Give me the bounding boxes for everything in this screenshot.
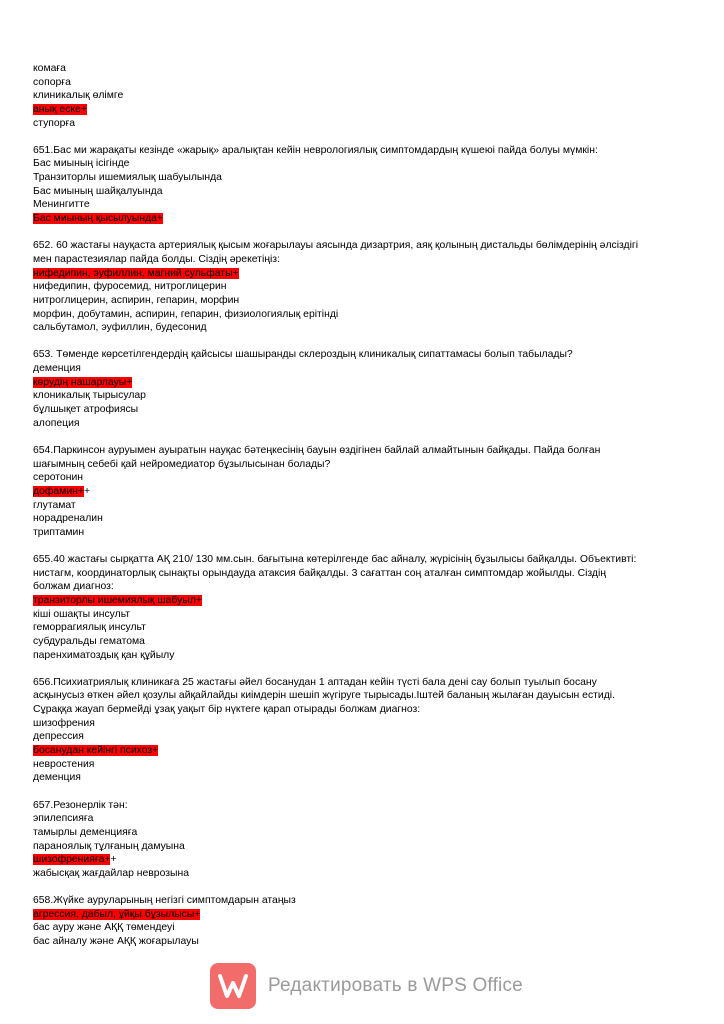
question-block <box>33 444 693 539</box>
option-line <box>33 471 693 485</box>
option-line <box>33 840 693 854</box>
option-line <box>33 294 693 308</box>
option-line-correct <box>33 212 693 226</box>
option-text: норадреналин <box>33 513 103 525</box>
option-line <box>33 321 693 335</box>
option-text: нифедипин, фуросемид, нитроглицерин <box>33 281 227 293</box>
question-text: 654.Паркинсон ауруымен ауыратын науқас бәтеңкесінің бауын өздігінен байлай алмайтынын байқады. Пайда болған <box>33 444 601 456</box>
option-text: транзиторлы ишемиялық шабуыл+ <box>33 594 202 606</box>
question-block <box>33 144 693 226</box>
option-line <box>33 157 693 171</box>
option-line <box>33 403 693 417</box>
option-line <box>33 185 693 199</box>
option-line: ступорға <box>33 117 76 129</box>
option-line <box>33 512 693 526</box>
option-text: алопеция <box>33 417 80 429</box>
option-line <box>33 758 693 772</box>
option-text: Бас миының қысылуында+ <box>33 213 163 225</box>
option-line: сопорға <box>33 76 71 88</box>
option-text: депрессия <box>33 731 84 743</box>
option-text: жабысқақ жағдайлар неврозына <box>33 867 190 879</box>
question-text: 652. 60 жастағы науқаста артериялық қысым жоғарылауы аясында дизартрия, аяқ қолының дистальды бөлімдерінің әлсіздігі <box>33 240 639 252</box>
option-text: геморрагиялық инсульт <box>33 622 146 634</box>
option-text: невростения <box>33 758 95 770</box>
option-text: параноялық тұлғаның дамуына <box>33 840 185 852</box>
option-line <box>33 198 693 212</box>
option-text: бұлшықет атрофиясы <box>33 404 139 416</box>
option-text: көрудің нашарлауы+ <box>33 376 133 388</box>
option-line-correct <box>33 744 693 758</box>
option-text: кіші ошақты инсульт <box>33 608 131 620</box>
option-text: нифедипин, эуфиллин, магний сульфаты+ <box>33 267 239 279</box>
option-line <box>33 621 693 635</box>
question-text: 658.Жүйке ауруларының негізгі симптомдарын атаңыз <box>33 895 296 907</box>
document-page <box>33 62 693 962</box>
option-text: агрессия, дабыл, ұйқы бұзылысы+ <box>33 908 201 920</box>
option-line-correct <box>33 376 693 390</box>
option-line <box>33 635 693 649</box>
option-line <box>33 362 693 376</box>
question-text: мен парастезиялар пайда болды. Сіздің әрекетіңіз: <box>33 253 280 265</box>
option-line <box>33 308 693 322</box>
question-text: шағымның себебі қай нейромедиатор бұзылысынан болады? <box>33 458 331 470</box>
option-line <box>33 826 693 840</box>
option-line: комаға <box>33 63 66 74</box>
option-text: деменция <box>33 363 81 375</box>
option-text: дофамин+ <box>33 485 84 497</box>
question-text: 657.Резонерлік тән: <box>33 799 128 811</box>
question-block <box>33 553 693 662</box>
option-text: триптамин <box>33 526 85 538</box>
option-text: субдуральды гематома <box>33 635 145 647</box>
wps-edit-banner[interactable] <box>210 962 550 1010</box>
option-text: Менингитте <box>33 199 90 211</box>
option-line-correct: анық еске+ <box>33 103 87 115</box>
option-line-correct <box>33 594 693 608</box>
question-block <box>33 348 693 430</box>
question-text: 653. Төменде көрсетілгендердің қайсысы шашыранды склероздың клиникалық сипаттамасы болып табылады? <box>33 349 573 361</box>
question-text: 651.Бас ми жарақаты кезінде «жарық» аралықтан кейін неврологиялық симптомдардың күшеюі пайда болуы мүмкін: <box>33 144 598 156</box>
option-line <box>33 867 693 881</box>
option-text: глутамат <box>33 499 76 511</box>
option-line-correct <box>33 908 693 922</box>
option-text: деменция <box>33 772 81 784</box>
question-text: Сұраққа жауап бермейді ұзақ уақыт бір нүктеге қарап отырады болжам диагноз: <box>33 704 421 716</box>
question-block <box>33 239 693 334</box>
option-line-correct <box>33 267 693 281</box>
option-suffix: + <box>110 854 117 866</box>
option-line <box>33 649 693 663</box>
option-text: сальбутамол, эуфиллин, будесонид <box>33 322 207 334</box>
question-text: асқынусыз өткен әйел қозулы айқайлайды киімдерін шешіп жүгіруге тырысады.Іштей баланың жылаған дауысын естиді. <box>33 690 615 702</box>
question-list <box>33 144 693 949</box>
option-line <box>33 526 693 540</box>
option-text: босанудан кейінгі психоз+ <box>33 745 159 757</box>
option-text: эпилепсияға <box>33 813 94 825</box>
option-line <box>33 389 693 403</box>
option-line <box>33 771 693 785</box>
option-line <box>33 935 693 949</box>
option-line-correct <box>33 853 693 867</box>
question-block <box>33 799 693 881</box>
top-option-list <box>33 62 693 130</box>
option-suffix: + <box>83 485 91 497</box>
option-text: морфин, добутамин, аспирин, гепарин, физиологиялық ерітінді <box>33 308 339 320</box>
question-text: нистагм, координаторлық сынақты орындауда атаксия байқалды. 3 сағаттан соң аталған симптомдар жойылды. Сіздің <box>33 567 607 579</box>
option-text: бас айналу және АҚҚ жоғарылауы <box>33 936 199 947</box>
option-line-correct <box>33 485 693 499</box>
option-text: шизофренияға+ <box>33 854 111 866</box>
question-text: болжам диагноз: <box>33 581 114 593</box>
option-line <box>33 717 693 731</box>
option-line <box>33 499 693 513</box>
option-text: паренхиматоздық қан құйылу <box>33 649 175 661</box>
option-text: нитроглицерин, аспирин, гепарин, морфин <box>33 294 240 306</box>
option-line <box>33 417 693 431</box>
option-text: тамырлы деменцияға <box>33 826 138 838</box>
option-line <box>33 730 693 744</box>
question-block <box>33 676 693 785</box>
question-block <box>33 894 693 949</box>
option-line <box>33 812 693 826</box>
option-line <box>33 921 693 935</box>
option-text: шизофрения <box>33 717 95 729</box>
option-line <box>33 171 693 185</box>
option-line <box>33 280 693 294</box>
option-line: клиникалық өлімге <box>33 90 124 102</box>
option-text: Бас миының шайқалуында <box>33 185 163 197</box>
option-text: Транзиторлы ишемиялық шабуылында <box>33 172 222 184</box>
option-text: клоникалық тырысулар <box>33 390 146 402</box>
question-text: 655.40 жастағы сырқатта АҚ 210/ 130 мм.сын. бағытына көтерілгенде бас айналу, жүрісінің бұзылысы байқалды. Объективті: <box>33 554 637 566</box>
option-text: Бас миының ісігінде <box>33 158 130 170</box>
option-text: бас ауру және АҚҚ төмендеуі <box>33 922 175 934</box>
question-text: 656.Психиатриялық клиникаға 25 жастағы әйел босанудан 1 аптадан кейін түсті бала дені сау болып туылып босану <box>33 676 597 688</box>
option-line <box>33 608 693 622</box>
option-text: серотонин <box>33 472 84 484</box>
wps-edit-label[interactable]: Редактировать в WPS Office <box>268 975 523 996</box>
wps-logo-icon[interactable] <box>210 963 256 1009</box>
